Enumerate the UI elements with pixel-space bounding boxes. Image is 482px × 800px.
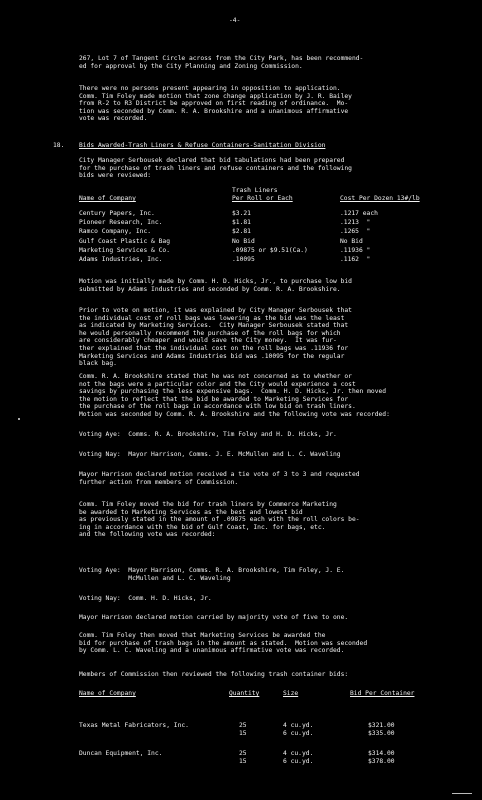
text-line: he would personally recommend the purchase of the roll bags for which xyxy=(79,329,341,337)
container-col-size: Size xyxy=(283,690,299,697)
liner-col-per-roll: Per Roll or Each xyxy=(232,195,293,202)
text-line: be awarded to Marketing Services as the best and lowest bid xyxy=(79,508,303,516)
text-line: 267, Lot 7 of Tangent Circle across from the City Park, has been recommend- xyxy=(79,55,364,62)
text-line: Comm. R. A. Brookshire stated that he was not concerned as to whether or xyxy=(79,373,352,380)
liner-per-roll-cell: No Bid xyxy=(232,237,255,245)
text-line: not the bags were a particular color and the City would experience a cost xyxy=(79,380,356,388)
container-qty-cell: 15 xyxy=(239,758,247,765)
liner-company-cell: Ramco Company, Inc. xyxy=(79,228,152,236)
liner-cost-cell: .1217 each xyxy=(340,210,378,217)
container-bid-cell: $314.00 xyxy=(368,750,395,757)
vote-1-nay: Voting Nay: Mayor Harrison, Comms. J. E. McMullen and L. C. Waveling xyxy=(79,451,341,458)
liner-cost-cell: .1213 " xyxy=(340,219,371,227)
text-line: Motion was initially made by Comm. H. D. Hicks, Jr., to purchase low bid xyxy=(79,278,352,285)
text-line: the individual cost of roll bags was lowering as the bid was the least xyxy=(79,314,345,322)
item-number: 18. xyxy=(53,142,65,149)
liner-per-roll-cell: $1.81 xyxy=(232,219,251,227)
liner-col-company: Name of Company xyxy=(79,195,136,202)
container-size-cell: 6 cu.yd. xyxy=(283,730,314,737)
containers-intro: Members of Commission then reviewed the following trash container bids: xyxy=(79,671,349,678)
container-qty-cell: 15 xyxy=(239,730,247,737)
liner-company-cell: Gulf Coast Plastic & Bag xyxy=(79,237,170,245)
text-line: Voting Aye: Mayor Harrison, Comms. R. A. Brookshire, Tim Foley, J. E. xyxy=(79,567,345,574)
container-bid-cell: $378.00 xyxy=(368,758,395,765)
liner-per-roll-cell: .09875 or $9.51(Ca.) xyxy=(232,246,308,254)
motion-paragraph-1 xyxy=(79,278,352,293)
text-line: from R-2 to R3 District be approved on first reading of ordinance. Mo- xyxy=(79,100,349,108)
text-line: are considerably cheaper and would save the City money. It was fur- xyxy=(79,337,337,345)
liner-cost-cell: .1265 " xyxy=(340,228,371,236)
container-size-cell: 6 cu.yd. xyxy=(283,758,314,765)
text-line: Comm. Tim Foley then moved that Marketing Services be awarded the xyxy=(79,632,326,639)
text-line: There were no persons present appearing in opposition to application. xyxy=(79,85,341,92)
text-line: the motion to reflect that the bid be awarded to Marketing Services for xyxy=(79,395,349,403)
prior-vote-paragraph xyxy=(79,307,352,368)
container-bid-cell: $321.00 xyxy=(368,722,395,729)
liner-col-cost: Cost Per Dozen 13#/lb xyxy=(340,195,420,202)
text-line: City Manager Serbousek declared that bid tabulations had been prepared xyxy=(79,157,345,164)
text-line: ed for approval by the City Planning and Zoning Commission. xyxy=(79,62,303,70)
brookshire-paragraph xyxy=(79,373,390,419)
text-line: bid for purchase of trash bags in the amount as stated. Motion was seconded xyxy=(79,639,368,647)
text-line: as previously stated in the amount of .09875 each with the roll colors be- xyxy=(79,516,360,524)
container-bid-cell: $335.00 xyxy=(368,730,395,737)
text-line: Comm. Tim Foley moved the bid for trash liners by Commerce Marketing xyxy=(79,501,337,508)
liner-per-roll-cell: $2.81 xyxy=(232,228,251,236)
text-line: for the purchase of trash liners and refuse containers and the following xyxy=(79,164,352,172)
liner-per-roll-cell: .10095 xyxy=(232,256,255,263)
text-line: further action from members of Commission. xyxy=(79,478,239,486)
item-267-text xyxy=(79,55,363,70)
text-line: by Comm. L. C. Waveling and a unanimous affirmative vote was recorded. xyxy=(79,647,345,655)
text-line: tion was seconded by Comm. R. A. Brookshire and a unanimous affirmative xyxy=(79,107,349,115)
text-line: Motion was seconded by Comm. R. A. Brookshire and the following vote was recorded: xyxy=(79,410,390,418)
liner-per-roll-cell: $3.21 xyxy=(232,210,251,217)
container-size-cell: 4 cu.yd. xyxy=(283,750,314,757)
liner-cost-cell: .1162 " xyxy=(340,256,371,263)
container-col-qty: Quantity xyxy=(229,690,260,697)
liner-group-header: Trash Liners xyxy=(232,187,278,194)
page-number: -4- xyxy=(229,17,241,24)
container-size-cell: 4 cu.yd. xyxy=(283,722,314,729)
text-line: black bag. xyxy=(79,360,117,368)
text-line: Mayor Harrison declared motion received a tie vote of 3 to 3 and requested xyxy=(79,471,360,478)
text-line: submitted by Adams Industries and seconded by Comm. R. A. Brookshire. xyxy=(79,285,341,293)
left-margin-mark xyxy=(18,418,20,420)
text-line: as indicated by Marketing Services. City Manager Serbousek stated that xyxy=(79,322,349,330)
text-line: Comm. Tim Foley made motion that zone change application by J. R. Bailey xyxy=(79,92,352,100)
text-line: Prior to vote on motion, it was explained by City Manager Serbousek that xyxy=(79,307,352,314)
text-line: and the following vote was recorded: xyxy=(79,531,216,539)
opposition-paragraph xyxy=(79,85,352,123)
container-company-cell: Duncan Equipment, Inc. xyxy=(79,750,163,757)
text-line: savings by purchasing the less expensive bags. Comm. H. D. Hicks, Jr. then moved xyxy=(79,388,387,396)
container-qty-cell: 25 xyxy=(239,750,247,757)
text-line: McMullen and L. C. Waveling xyxy=(79,574,231,582)
container-company-cell: Texas Metal Fabricators, Inc. xyxy=(79,722,189,729)
foley-motion-paragraph xyxy=(79,501,360,539)
refuse-motion-paragraph xyxy=(79,632,367,655)
text-line: vote was recorded. xyxy=(79,115,148,123)
container-qty-cell: 25 xyxy=(239,722,247,729)
text-line: the purchase of the roll bags in accordance with low bid on trash liners. xyxy=(79,403,356,411)
liner-company-cell: Adams Industries, Inc. xyxy=(79,256,163,263)
container-col-company: Name of Company xyxy=(79,690,136,697)
liner-cost-cell: .11936 " xyxy=(340,246,371,254)
text-line: ther explained that the individual cost on the roll bags was .11936 for xyxy=(79,344,349,352)
vote-2-aye xyxy=(79,567,344,582)
liner-cost-cell: No Bid xyxy=(340,237,363,245)
majority-line: Mayor Harrison declared motion carried by majority vote of five to one. xyxy=(79,614,349,621)
mayor-tie-paragraph xyxy=(79,471,360,486)
liner-company-cell: Marketing Services & Co. xyxy=(79,246,170,254)
container-col-bid: Bid Per Container xyxy=(350,690,415,697)
bottom-rule xyxy=(452,793,472,794)
liner-company-cell: Pioneer Research, Inc. xyxy=(79,219,163,227)
vote-2-nay: Voting Nay: Comm. H. D. Hicks, Jr. xyxy=(79,595,212,602)
vote-1-aye: Voting Aye: Comms. R. A. Brookshire, Tim Foley and H. D. Hicks, Jr. xyxy=(79,431,337,438)
intro-paragraph xyxy=(79,157,352,180)
text-line: Marketing Services and Adams Industries bid was .10095 for the regular xyxy=(79,352,345,360)
text-line: bids were reviewed: xyxy=(79,172,152,180)
text-line: ing in accordance with the bid of Gulf Coast, Inc. for bags, etc. xyxy=(79,523,326,531)
item-heading: Bids Awarded-Trash Liners & Refuse Containers-Sanitation Division xyxy=(79,142,326,149)
liner-company-cell: Century Papers, Inc. xyxy=(79,210,155,217)
